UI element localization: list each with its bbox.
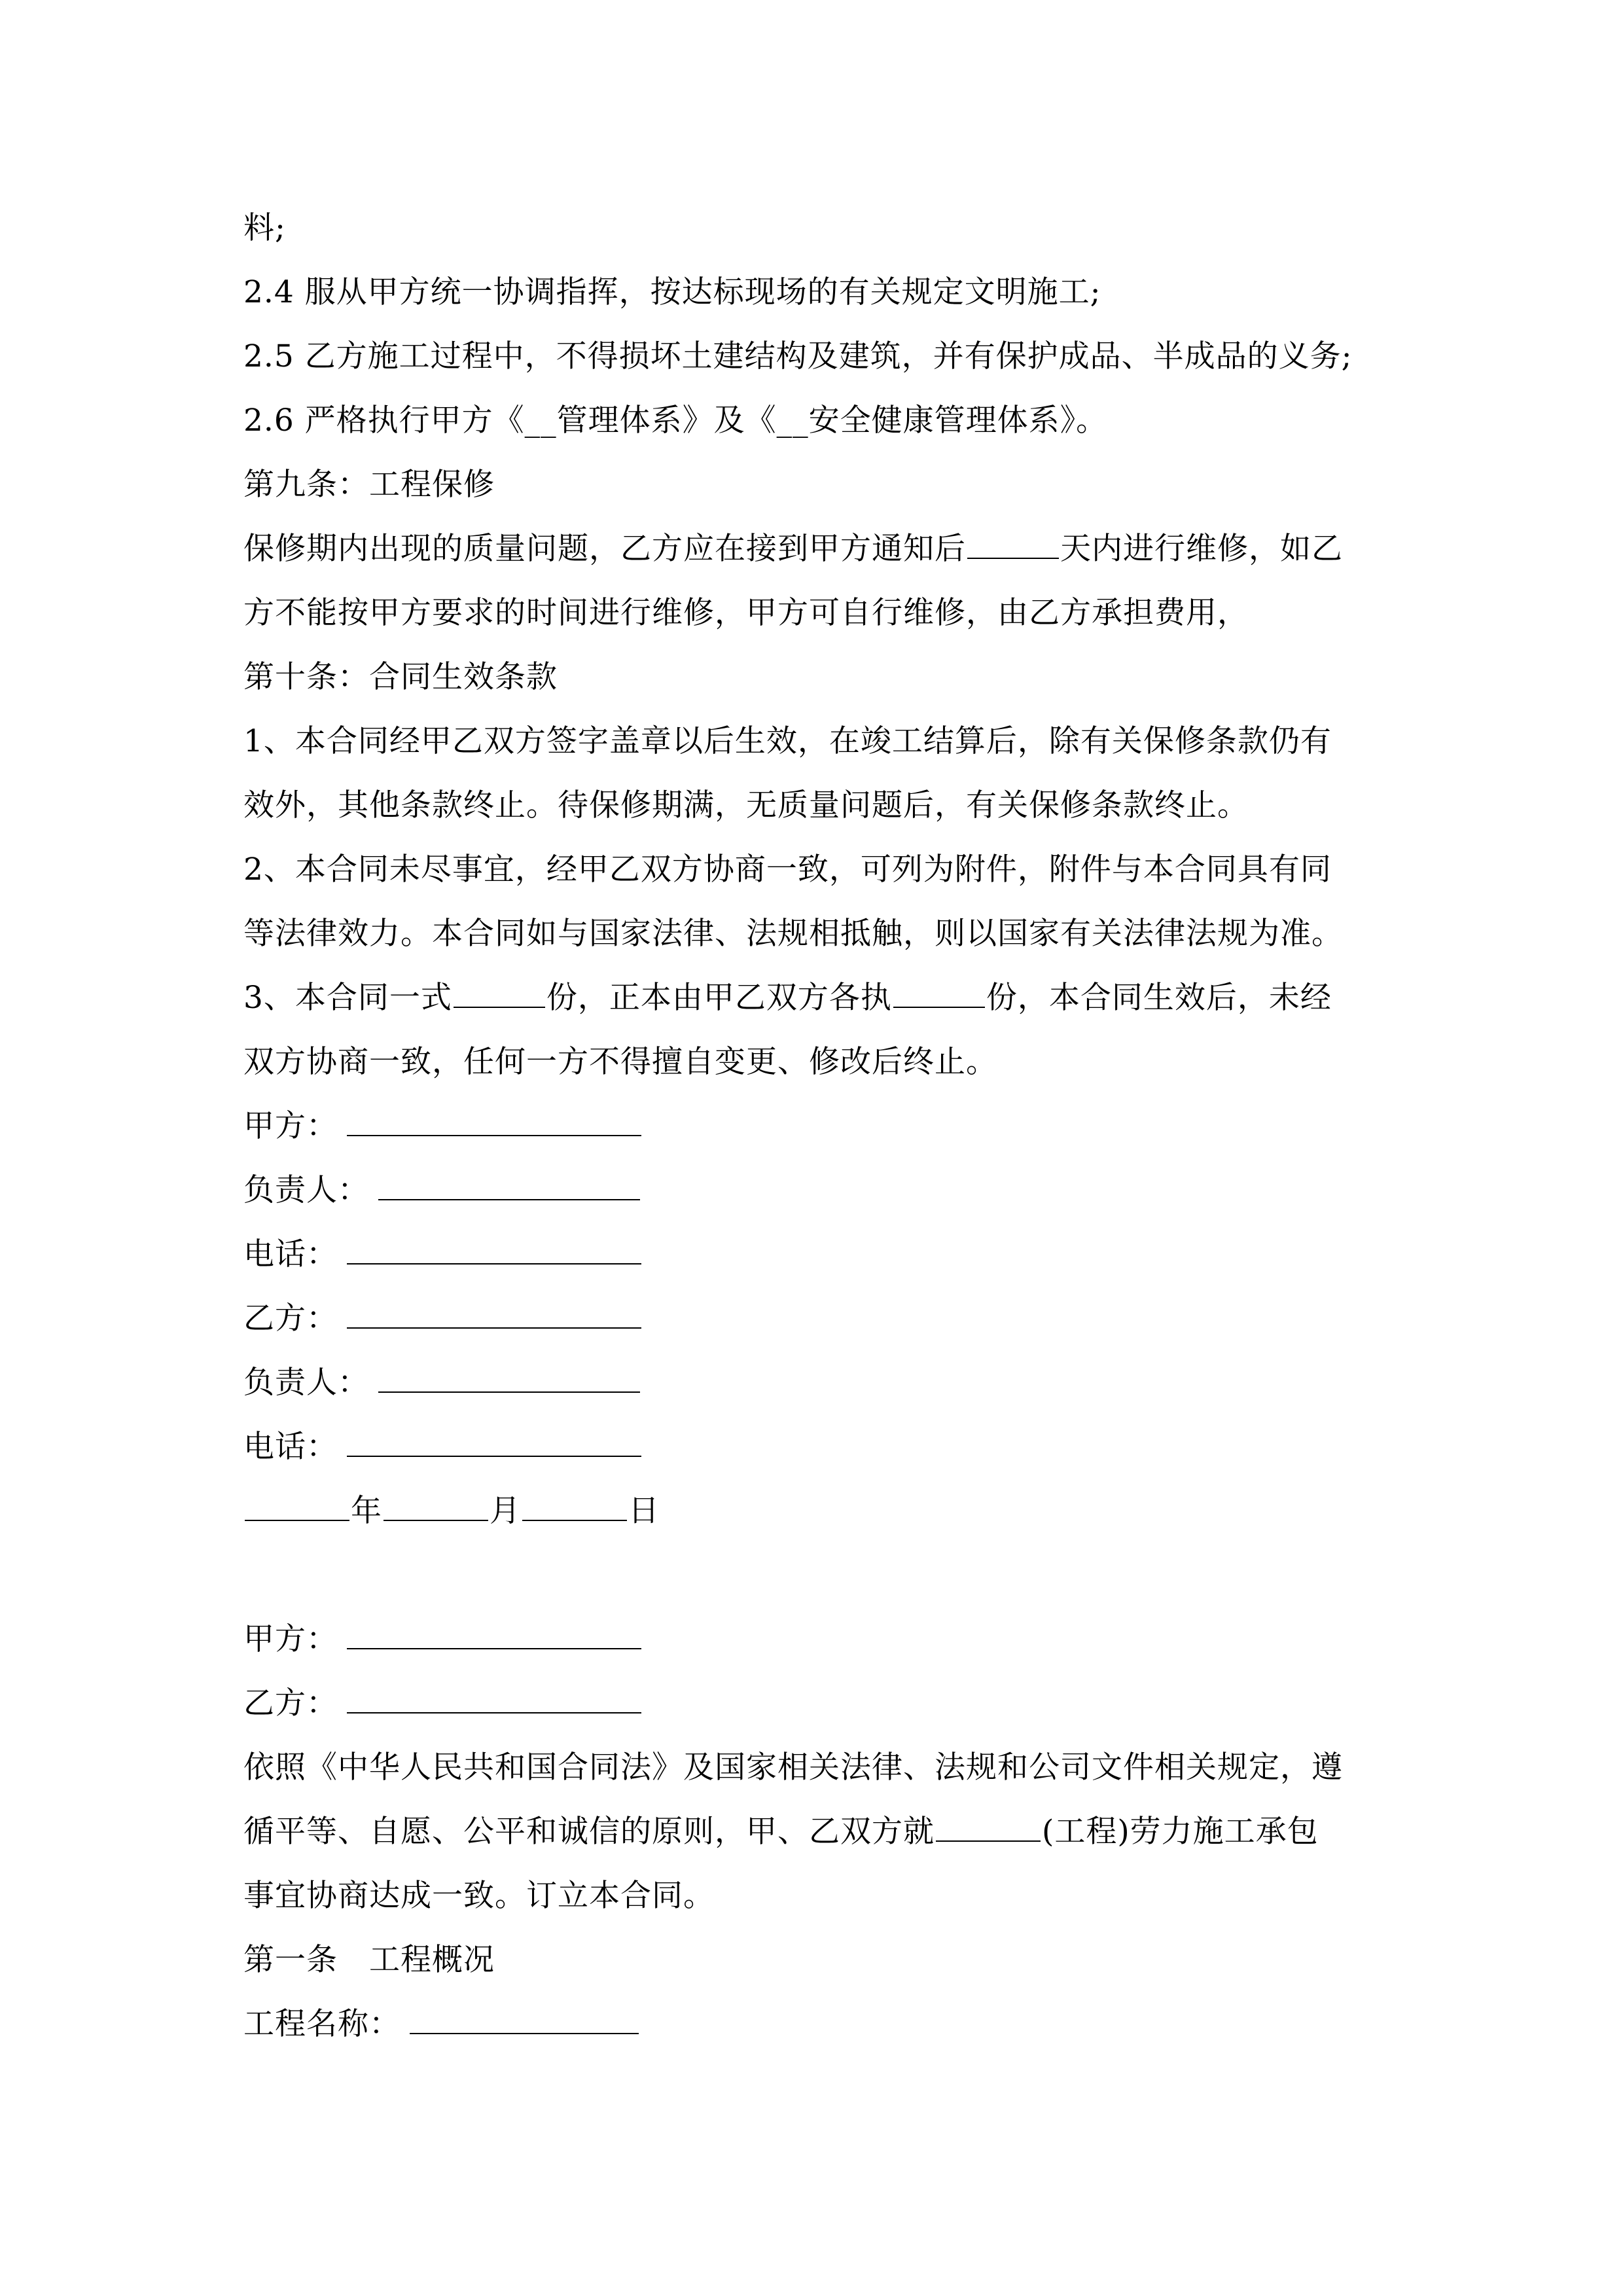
second-party-a-blank[interactable]	[347, 1609, 641, 1649]
intro-line-3: 事宜协商达成一致。订立本合同。	[243, 1878, 715, 1914]
document-page	[243, 196, 1382, 2056]
intro-line-2	[243, 1800, 1382, 1864]
text: 份，本合同生效后，未经	[986, 980, 1332, 1016]
party-a-person-field	[243, 1158, 1382, 1223]
article-10-clause-3-line-2: 双方协商一致，任何一方不得擅自变更、修改后终止。	[243, 1044, 997, 1080]
month-blank[interactable]	[383, 1480, 488, 1521]
copies-each-blank[interactable]	[893, 967, 985, 1008]
spacer	[243, 1543, 1382, 1607]
party-b-label: 乙方：	[243, 1300, 338, 1336]
text: 循平等、自愿、公平和诚信的原则，甲、乙双方就	[243, 1814, 935, 1850]
text: 份，正本由甲乙双方各执	[546, 980, 892, 1016]
party-b-blank[interactable]	[347, 1288, 641, 1329]
article-9-line-1	[243, 517, 1382, 581]
party-b-phone-field	[243, 1415, 1382, 1479]
article-10-clause-3-line-1	[243, 966, 1382, 1030]
year-label: 年	[351, 1493, 382, 1529]
date-field	[243, 1479, 1382, 1543]
article-10-clause-1-line-1: 1、本合同经甲乙双方签字盖章以后生效，在竣工结算后，除有关保修条款仍有	[243, 723, 1332, 759]
article-10-clause-2-line-1: 2、本合同未尽事宜，经甲乙双方协商一致，可列为附件，附件与本合同具有同	[243, 852, 1332, 888]
copies-blank[interactable]	[454, 967, 545, 1008]
party-a-blank[interactable]	[347, 1096, 641, 1136]
phone-label: 电话：	[243, 1236, 338, 1272]
project-name-label: 工程名称：	[243, 2006, 401, 2042]
party-a-person-blank[interactable]	[378, 1160, 640, 1200]
article-1-heading: 第一条 工程概况	[243, 1942, 495, 1978]
article-10-clause-2-line-2: 等法律效力。本合同如与国家法律、法规相抵触，则以国家有关法律法规为准。	[243, 916, 1343, 952]
party-b-field	[243, 1287, 1382, 1351]
article-10-heading: 第十条：合同生效条款	[243, 659, 558, 695]
month-label: 月	[490, 1493, 521, 1529]
party-a-label: 甲方：	[243, 1621, 338, 1657]
text: 天内进行维修，如乙	[1060, 531, 1343, 567]
text: 3、本合同一式	[243, 980, 452, 1016]
clause-2-5: 2.5 乙方施工过程中，不得损坏土建结构及建筑，并有保护成品、半成品的义务;	[243, 338, 1353, 374]
project-name-field	[243, 1992, 1382, 2056]
phone-label: 电话：	[243, 1429, 338, 1465]
second-party-b-field	[243, 1672, 1382, 1736]
party-a-phone-field	[243, 1223, 1382, 1287]
clause-2-6: 2.6 严格执行甲方《__管理体系》及《__安全健康管理体系》。	[243, 403, 1108, 439]
party-b-phone-blank[interactable]	[347, 1416, 641, 1457]
article-9-line-2: 方不能按甲方要求的时间进行维修，甲方可自行维修，由乙方承担费用，	[243, 595, 1249, 631]
text: 保修期内出现的质量问题，乙方应在接到甲方通知后	[243, 531, 966, 567]
day-label: 日	[628, 1493, 660, 1529]
party-a-phone-blank[interactable]	[347, 1224, 641, 1265]
text: (工程)劳力施工承包	[1042, 1814, 1319, 1850]
text-line: 料;	[243, 210, 286, 246]
second-party-b-blank[interactable]	[347, 1673, 641, 1713]
party-b-person-blank[interactable]	[378, 1352, 640, 1393]
party-a-field	[243, 1094, 1382, 1158]
article-9-heading: 第九条：工程保修	[243, 467, 495, 503]
party-b-person-field	[243, 1351, 1382, 1415]
second-party-a-field	[243, 1607, 1382, 1672]
day-blank[interactable]	[522, 1480, 627, 1521]
party-a-label: 甲方：	[243, 1108, 338, 1144]
intro-line-1: 依照《中华人民共和国合同法》及国家相关法律、法规和公司文件相关规定，遵	[243, 1749, 1343, 1785]
person-label: 负责人：	[243, 1172, 369, 1208]
clause-2-4: 2.4 服从甲方统一协调指挥，按达标现场的有关规定文明施工;	[243, 274, 1101, 310]
project-blank[interactable]	[936, 1801, 1041, 1842]
party-b-label: 乙方：	[243, 1685, 338, 1721]
days-blank[interactable]	[967, 518, 1059, 559]
article-10-clause-1-line-2: 效外，其他条款终止。待保修期满，无质量问题后，有关保修条款终止。	[243, 787, 1249, 823]
year-blank[interactable]	[245, 1480, 349, 1521]
project-name-blank[interactable]	[410, 1994, 639, 2034]
person-label: 负责人：	[243, 1365, 369, 1401]
